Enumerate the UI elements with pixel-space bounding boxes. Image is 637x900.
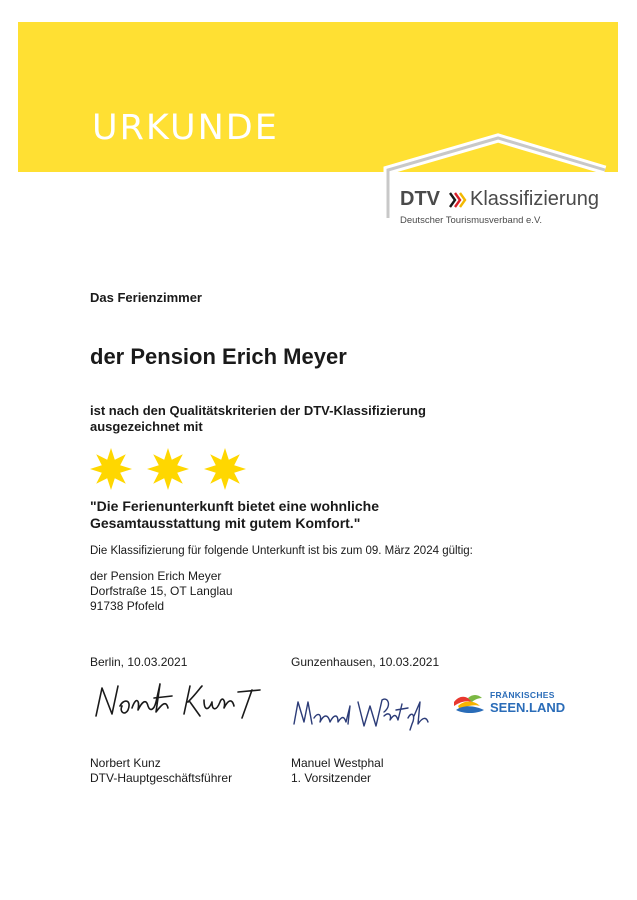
signature-norbert-kunz	[92, 680, 264, 722]
right-signer-name: Manuel Westphal	[291, 756, 384, 770]
quote-line-2: Gesamtausstattung mit gutem Komfort."	[90, 515, 361, 531]
address-city: 91738 Pfofeld	[90, 599, 165, 613]
fraenkisches-seenland-logo	[452, 690, 572, 720]
left-signer-name: Norbert Kunz	[90, 756, 161, 770]
seenland-wave-icon	[452, 692, 486, 716]
star-icon	[145, 446, 191, 492]
right-signer	[291, 756, 384, 786]
dtv-klassifizierung: Klassifizierung	[470, 188, 599, 210]
classification-quote	[90, 498, 470, 532]
accommodation-type: Das Ferienzimmer	[90, 290, 202, 305]
validity-text: Die Klassifizierung für folgende Unterkunft ist bis zum 09. März 2024 gültig:	[90, 545, 473, 557]
criteria-line-2: ausgezeichnet mit	[90, 419, 203, 434]
quote-line-1: "Die Ferienunterkunft bietet eine wohnliche	[90, 498, 380, 514]
right-place-date: Gunzenhausen, 10.03.2021	[291, 655, 440, 669]
left-signer-role: DTV-Hauptgeschäftsführer	[90, 771, 233, 785]
dtv-chevrons-icon	[448, 191, 468, 209]
star-icon	[202, 446, 248, 492]
dtv-wordmark: DTV	[400, 188, 440, 210]
pension-name: der Pension Erich Meyer	[90, 344, 347, 369]
dtv-logo	[400, 188, 610, 228]
signature-manuel-westphal	[292, 692, 432, 732]
address-street: Dorfstraße 15, OT Langlau	[90, 584, 233, 598]
right-signer-role: 1. Vorsitzender	[291, 771, 372, 785]
seenland-small-text: FRÄNKISCHES	[490, 690, 555, 700]
left-place-date: Berlin, 10.03.2021	[90, 655, 188, 669]
criteria-text	[90, 403, 510, 435]
certificate-title: URKUNDE	[92, 108, 279, 148]
seenland-big-text: SEEN.LAND	[490, 700, 566, 715]
criteria-line-1: ist nach den Qualitätskriterien der DTV-Klassifizierung	[90, 403, 426, 418]
left-signer	[90, 756, 232, 786]
address-name: der Pension Erich Meyer	[90, 569, 222, 583]
dtv-subtitle: Deutscher Tourismusverband e.V.	[400, 215, 543, 226]
address-block	[90, 569, 233, 614]
star-icon	[88, 446, 134, 492]
star-rating	[88, 446, 248, 492]
